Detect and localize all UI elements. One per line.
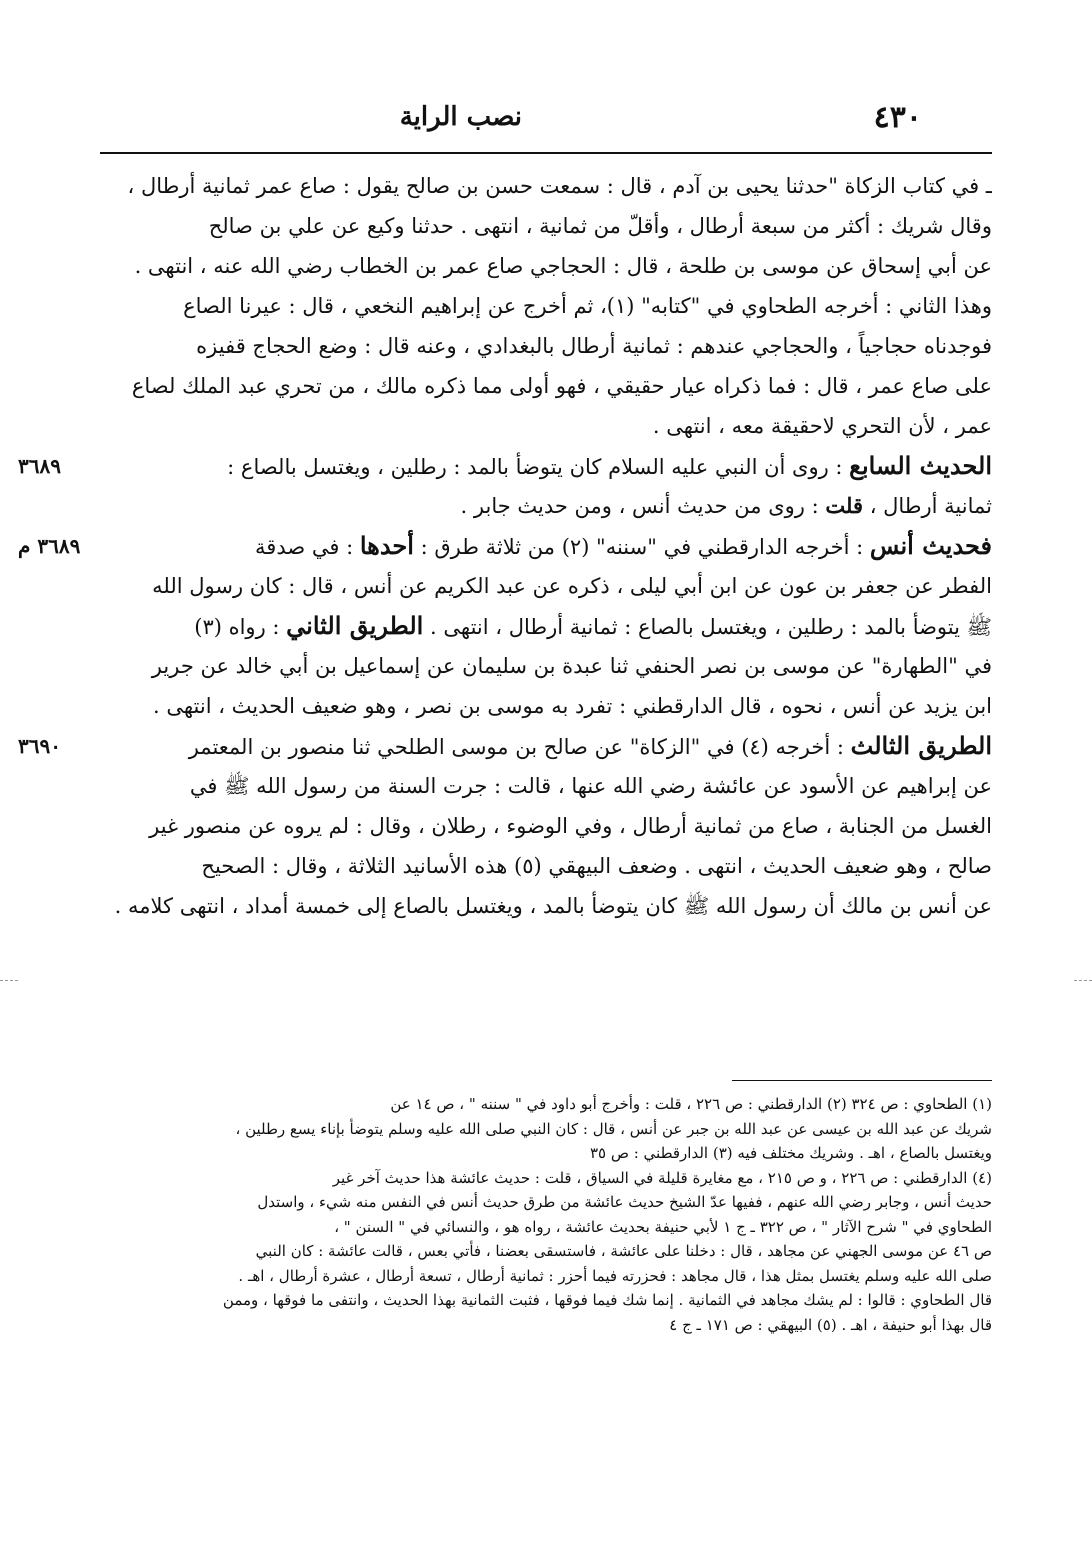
footnote-line: (٤) الدارقطني : ص ٢٢٦ ، و ص ٢١٥ ، مع مغايرة قليلة في السياق ، قلت : حديث عائشة هذا حديث آخر غير	[332, 1168, 992, 1187]
hadith-entry	[18, 726, 992, 926]
footnote-line: ص ٤٦ عن موسى الجهني عن مجاهد ، قال : دخلنا على عائشة ، فاستسقى بعضنا ، فأتي بعس ، قالت عائشة : كان النبي	[255, 1242, 992, 1260]
text-line: عن إبراهيم عن الأسود عن عائشة رضي الله عنها ، قالت : جرت السنة من رسول الله ﷺ في	[189, 774, 992, 798]
text-line: الغسل من الجنابة ، صاع من ثمانية أرطال ، وفي الوضوء ، رطلان ، وقال : لم يروه عن منصور غير	[149, 814, 992, 838]
footnote-line: صلى الله عليه وسلم يغتسل بمثل هذا ، قال مجاهد : فحزرته فيما أحزر : ثمانية أرطال ، تسعة أرطال ، عشرة أرطال ، اهـ .	[238, 1266, 992, 1285]
hadith-entry	[18, 526, 992, 726]
section-heading: فحديث أنس	[869, 531, 992, 560]
text-segment: ثمانية أرطال ،	[869, 494, 992, 518]
footnote-line: ويغتسل بالصاع ، اهـ . وشريك مختلف فيه (٣) الدارقطني : ص ٣٥	[589, 1144, 992, 1162]
running-header	[100, 100, 922, 148]
text-line: عمر ، لأن التحري لاحقيقة معه ، انتهى .	[652, 414, 992, 438]
footnote-line: الطحاوي في " شرح الآثار " ، ص ٣٢٢ ـ ج ١ لأبي حنيفة بحديث عائشة ، رواه هو ، والنسائي في " السنن " ،	[334, 1217, 992, 1236]
text-line: الفطر عن جعفر بن عون عن ابن أبي ليلى ، ذكره عن عبد الكريم عن أنس ، قال : كان رسول الله	[152, 574, 992, 598]
text-line	[100, 486, 992, 526]
footnote-rule	[732, 1080, 992, 1081]
section-heading: الطريق الثالث	[850, 731, 992, 760]
hadith-number: ٣٦٩٠	[18, 734, 61, 758]
text-segment: : رواه (٣)	[194, 615, 280, 639]
text-line: فوجدناه حجاجياً ، والحجاجي عندهم : ثمانية أرطال بالبغدادي ، وعنه قال : وضع الحجاج قفيزه	[196, 334, 992, 358]
footnote-line: قال الطحاوي : قالوا : لم يشك مجاهد في الثمانية . إنما شك فيما فوقها ، فثبت الثمانية بهذا الحديث ، وانتفى ما فوقها ، وممن	[222, 1291, 992, 1309]
scan-margin-mark	[0, 980, 18, 981]
text-line: عن أبي إسحاق عن موسى بن طلحة ، قال : الحجاجي صاع عمر بن الخطاب رضي الله عنه ، انتهى .	[134, 254, 992, 278]
footnote-line: حديث أنس ، وجابر رضي الله عنهم ، ففيها عدّ الشيخ حديث عائشة من طرق حديث أنس في النفس منه شيء ، واستدل	[257, 1193, 992, 1211]
footnote-line: (١) الطحاوي : ص ٣٢٤ (٢) الدارقطني : ص ٢٢٦ ، قلت : وأخرج أبو داود في " سننه " ، ص ١٤ عن	[390, 1095, 992, 1113]
text-segment: : روى أن النبي عليه السلام كان يتوضأ بالمد : رطلين ، ويغتسل بالصاع :	[227, 455, 843, 479]
text-segment: : أخرجه (٤) في "الزكاة" عن صالح بن موسى الطلحي ثنا منصور بن المعتمر	[188, 735, 844, 759]
text-line: عن أنس بن مالك أن رسول الله ﷺ كان يتوضأ بالمد ، ويغتسل بالصاع إلى خمسة أمداد ، انتهى كلامه .	[114, 894, 992, 918]
text-segment: : أخرجه الدارقطني في "سننه" (٢) من ثلاثة طرق :	[420, 535, 864, 559]
text-line	[100, 726, 992, 766]
text-line	[100, 446, 992, 486]
text-line: وهذا الثاني : أخرجه الطحاوي في "كتابه" (١)، ثم أخرج عن إبراهيم النخعي ، قال : عيرنا الصاع	[183, 294, 992, 318]
text-line	[100, 526, 992, 566]
text-line: ـ في كتاب الزكاة "حدثنا يحيى بن آدم ، قال : سمعت حسن بن صالح يقول : صاع عمر ثمانية أرطال ،	[127, 174, 992, 198]
hadith-heading: الحديث السابع	[849, 451, 992, 480]
keyword-qultu: قلت	[825, 493, 863, 518]
scan-margin-mark	[1074, 980, 1092, 981]
text-line: في "الطهارة" عن موسى بن نصر الحنفي ثنا عبدة بن سليمان عن إسماعيل بن أبي خالد عن جرير	[151, 654, 992, 678]
text-line: على صاع عمر ، قال : فما ذكراه عيار حقيقي ، فهو أولى مما ذكره مالك ، من تحري عبد الملك لصاع	[131, 374, 992, 398]
page-number: ٤٣٠	[873, 100, 922, 135]
hadith-number: ٣٦٨٩ م	[18, 534, 81, 558]
header-rule	[100, 152, 992, 154]
hadith-entry	[18, 446, 992, 526]
footnote-line: قال بهذا أبو حنيفة ، اهـ . (٥) البيهقي : ص ١٧١ ـ ج ٤	[669, 1315, 992, 1334]
text-line: صالح ، وهو ضعيف الحديث ، انتهى . وضعف البيهقي (٥) هذه الأسانيد الثلاثة ، وقال : الصحيح	[201, 854, 992, 878]
section-heading: الطريق الثاني	[286, 611, 424, 640]
text-segment: : روى من حديث أنس ، ومن حديث جابر .	[460, 494, 819, 518]
main-text	[18, 166, 992, 926]
hadith-number: ٣٦٨٩	[18, 454, 61, 478]
footnote-line: شريك عن عبد الله بن عيسى عن عبد الله بن جبر عن أنس ، قال : كان النبي صلى الله عليه وسلم يتوضأ بإناء يسع رطلين ،	[235, 1119, 992, 1138]
text-line: ابن يزيد عن أنس ، نحوه ، قال الدارقطني : تفرد به موسى بن نصر ، وهو ضعيف الحديث ، انتهى .	[152, 694, 992, 718]
text-line	[100, 606, 992, 646]
text-line: وقال شريك : أكثر من سبعة أرطال ، وأقلّ من ثمانية ، انتهى . حدثنا وكيع عن علي بن صالح	[208, 214, 992, 238]
text-segment: : في صدقة	[255, 535, 354, 559]
book-title: نصب الراية	[399, 102, 522, 132]
paragraph-continuation	[100, 166, 992, 446]
text-segment: ﷺ يتوضأ بالمد : رطلين ، ويغتسل بالصاع : ثمانية أرطال ، انتهى .	[430, 615, 992, 639]
footnotes	[100, 1092, 992, 1337]
keyword-ahaduha: أحدها	[359, 531, 414, 560]
